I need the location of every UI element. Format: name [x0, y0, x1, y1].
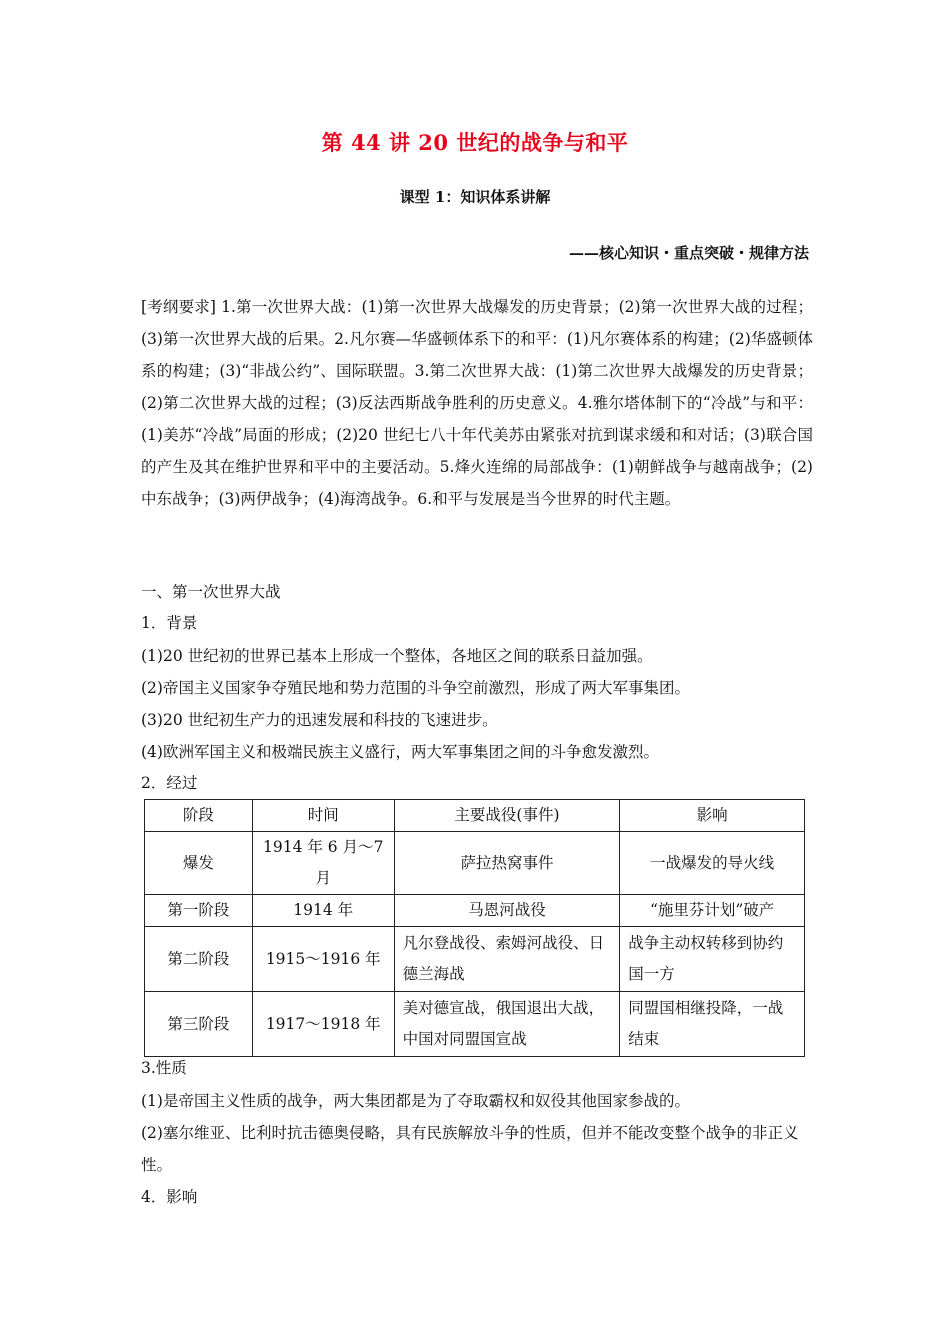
nature-item: (1)是帝国主义性质的战争，两大集团都是为了夺取霸权和奴役其他国家参战的。 — [141, 1092, 690, 1110]
table-cell: 凡尔登战役、索姆河战役、日德兰海战 — [394, 927, 620, 992]
nature-heading: 3.性质 — [141, 1059, 187, 1077]
table-cell: 同盟国相继投降，一战结束 — [620, 992, 805, 1057]
section-heading: 一、第一次世界大战 — [141, 583, 281, 601]
page-title: 第 44 讲 20 世纪的战争与和平 — [321, 130, 629, 155]
table-cell: 第一阶段 — [145, 895, 253, 927]
table-cell: 1914 年 6 月～7 月 — [252, 832, 394, 895]
background-item: (4)欧洲军国主义和极端民族主义盛行，两大军事集团之间的斗争愈发激烈。 — [141, 743, 659, 761]
table-cell: 第三阶段 — [145, 992, 253, 1057]
table-cell: 1915～1916 年 — [252, 927, 394, 992]
table-cell: 美对德宣战，俄国退出大战，中国对同盟国宣战 — [394, 992, 620, 1057]
background-item: (1)20 世纪初的世界已基本上形成一个整体，各地区之间的联系日益加强。 — [141, 647, 653, 665]
table-cell: 马恩河战役 — [394, 895, 620, 927]
table-cell: 一战爆发的导火线 — [620, 832, 805, 895]
table-cell: “施里芬计划”破产 — [620, 895, 805, 927]
table-row — [145, 832, 805, 895]
table-cell: 1914 年 — [252, 895, 394, 927]
table-header: 阶段 — [145, 800, 253, 832]
table-cell: 萨拉热窝事件 — [394, 832, 620, 895]
exam-requirements: [考纲要求] 1.第一次世界大战：(1)第一次世界大战爆发的历史背景；(2)第一次世界大战的过程；(3)第一次世界大战的后果。2.凡尔赛—华盛顿体系下的和平：(1)凡尔赛体系的构建；(2)华盛顿体系的构建；(3)“非战公约”、国际联盟。3.第二次世界大战：(1)第二次世界大战爆发的历史背景；(2)第二次世界大战的过程；(3)反法西斯战争胜利的历史意义。4.雅尔塔体制下的“冷战”与和平：(1)美苏“冷战”局面的形成；(2)20 世纪七八十年代美苏由紧张对抗到谋求缓和和对话；(3)联合国的产生及其在维护世界和平中的主要活动。5.烽火连绵的局部战争：(1)朝鲜战争与越南战争；(2)中东战争；(3)两伊战争；(4)海湾战争。6.和平与发展是当今世界的时代主题。 — [141, 298, 813, 508]
table-row — [145, 927, 805, 992]
table-header-row — [145, 800, 805, 832]
table-cell: 战争主动权转移到协约国一方 — [620, 927, 805, 992]
lesson-type: 课型 1：知识体系讲解 — [399, 188, 551, 206]
table-row — [145, 895, 805, 927]
table-row — [145, 992, 805, 1057]
table-cell: 第二阶段 — [145, 927, 253, 992]
background-heading: 1．背景 — [141, 614, 198, 632]
nature-item: (2)塞尔维亚、比利时抗击德奥侵略，具有民族解放斗争的性质，但并不能改变整个战争的非正义性。 — [141, 1124, 799, 1174]
process-heading: 2．经过 — [141, 774, 198, 792]
impact-heading: 4．影响 — [141, 1188, 198, 1206]
table-header: 主要战役(事件) — [394, 800, 620, 832]
table-cell: 1917～1918 年 — [252, 992, 394, 1057]
tagline: ——核心知识・重点突破・规律方法 — [568, 244, 809, 262]
background-item: (2)帝国主义国家争夺殖民地和势力范围的斗争空前激烈，形成了两大军事集团。 — [141, 679, 690, 697]
background-item: (3)20 世纪初生产力的迅速发展和科技的飞速进步。 — [141, 711, 498, 729]
table-header: 时间 — [252, 800, 394, 832]
table-header: 影响 — [620, 800, 805, 832]
table-cell: 爆发 — [145, 832, 253, 895]
process-table — [144, 799, 805, 1057]
